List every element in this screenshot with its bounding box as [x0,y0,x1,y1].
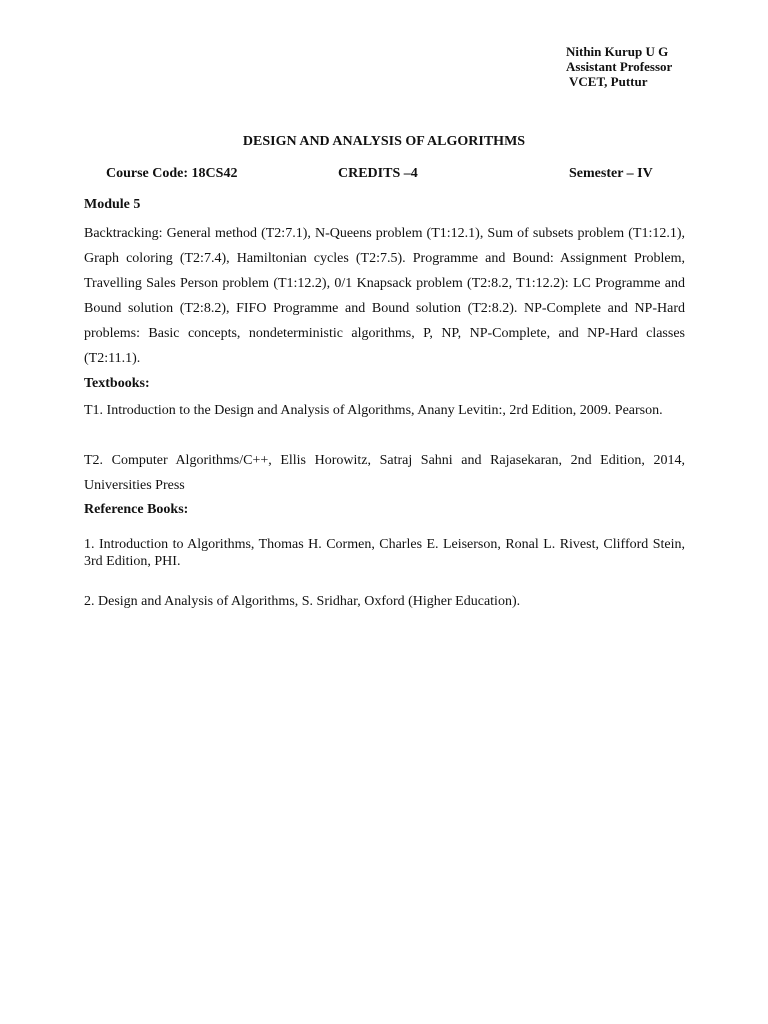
author-name: Nithin Kurup U G [566,44,669,59]
course-semester: Semester – IV [569,166,653,181]
module-heading: Module 5 [84,197,141,212]
author-designation: Assistant Professor [566,59,673,74]
textbooks-heading: Textbooks: [84,376,150,391]
textbook-item-1: T1. Introduction to the Design and Analysis of Algorithms, Anany Levitin:, 2rd Edition, 2009. Pearson. [84,403,663,418]
reference-item-1: 1. Introduction to Algorithms, Thomas H. Cormen, Charles E. Leiserson, Ronal L. Rivest, Clifford Stein, 3rd Edition, PHI. [84,537,685,569]
author-institution: VCET, Puttur [569,74,648,89]
textbook-item-2: T2. Computer Algorithms/C++, Ellis Horowitz, Satraj Sahni and Rajasekaran, 2nd Edition, 2014, Universities Press [84,453,685,493]
module-content: Backtracking: General method (T2:7.1), N-Queens problem (T1:12.1), Sum of subsets problem (T1:12.1), Graph coloring (T2:7.4), Hamiltonian cycles (T2:7.5). Programme and Bound: Assignment Problem, Travelling Sales Person problem (T1:12.2), 0/1 Knapsack problem (T2:8.2, T1:12.2): LC Programme and Bound solution (T2:8.2), FIFO Programme and Bound solution (T2:8.2). NP-Complete and NP-Hard problems: Basic concepts, nondeterministic algorithms, P, NP, NP-Complete, and NP-Hard classes (T2:11.1). [84,226,685,366]
course-title: DESIGN AND ANALYSIS OF ALGORITHMS [242,134,526,149]
references-heading: Reference Books: [84,502,189,517]
course-credits: CREDITS –4 [338,166,418,181]
reference-item-2: 2. Design and Analysis of Algorithms, S. Sridhar, Oxford (Higher Education). [84,594,521,609]
references-section [84,502,685,518]
textbooks-section [84,376,685,392]
module-section [84,197,685,213]
course-code: Course Code: 18CS42 [106,166,238,181]
author-block [566,44,672,89]
